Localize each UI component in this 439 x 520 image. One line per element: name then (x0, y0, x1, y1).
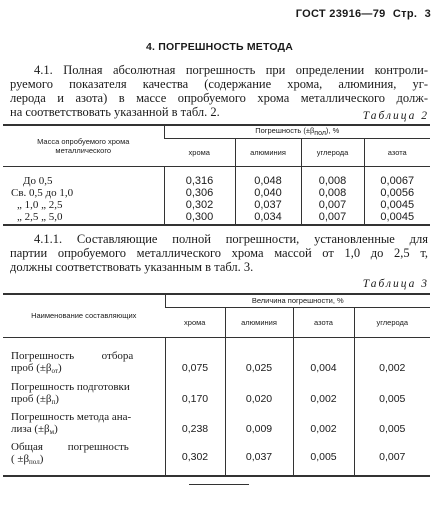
cell: 0,040 (235, 187, 301, 199)
column-header: азота (364, 138, 430, 166)
row-label (3, 438, 165, 476)
table-row (3, 377, 430, 408)
table-row (3, 408, 430, 438)
text-fragment: лиза (±β (11, 423, 50, 435)
text-fragment: ) (55, 393, 59, 405)
text-fragment: ) (39, 453, 44, 465)
cell: 0,034 (235, 211, 301, 225)
text-fragment: пол (29, 458, 40, 466)
cell: 0,0045 (364, 199, 430, 211)
cell: 0,037 (225, 438, 293, 476)
text-fragment: ) (58, 362, 62, 374)
text-fragment: Погрешность отбора (11, 350, 134, 362)
row-label: До 0,5 (23, 174, 53, 187)
cell: 0,0045 (364, 211, 430, 225)
cell: 0,005 (293, 438, 354, 476)
row-label: „ 1,0 „ 2,5 (17, 198, 63, 211)
cell: 0,008 (301, 187, 364, 199)
text-fragment: Погрешность (±β (255, 126, 315, 136)
cell: 0,020 (225, 377, 293, 408)
table-row (3, 199, 430, 211)
row-label (3, 377, 165, 408)
cell: 0,005 (354, 377, 430, 408)
page-label: Стр. (392, 8, 418, 20)
text-fragment: пол (314, 130, 326, 138)
paragraph-4-1-1 (10, 232, 428, 274)
column-header: азота (293, 307, 354, 337)
cell: 0,302 (165, 438, 225, 476)
table-row (3, 438, 430, 476)
section-title: 4. ПОГРЕШНОСТЬ МЕТОДА (145, 41, 294, 53)
text-line: лерода и азота) в массе опробуемого хрома металлического долж- (10, 91, 428, 105)
table-row (3, 187, 430, 199)
column-header: углерода (354, 307, 430, 337)
cell: 0,0056 (364, 187, 430, 199)
table-3-label: Таблица 3 (362, 278, 429, 290)
cell: 0,306 (164, 187, 235, 199)
text-fragment: проб (±β (11, 362, 52, 374)
cell: 0,007 (354, 438, 430, 476)
table-row (3, 167, 430, 187)
text-fragment: Погрешность подготовки (11, 381, 130, 393)
cell: 0,025 (225, 337, 293, 377)
cell: 0,008 (301, 167, 364, 187)
text-line: 4.1.1. Составляющие полной погрешности, установленные для (34, 232, 428, 246)
group-header (164, 125, 430, 138)
cell: 0,300 (164, 211, 235, 225)
row-label: Св. 0,5 до 1,0 (11, 186, 74, 199)
cell: 0,238 (165, 408, 225, 438)
table-3 (3, 293, 430, 477)
table-row (3, 211, 430, 225)
text-fragment: Погрешность метода ана- (11, 411, 132, 423)
row-label (3, 408, 165, 438)
row-header: Наименование составляющих (3, 294, 165, 337)
row-label: „ 2,5 „ 5,0 (3, 211, 164, 225)
cell: 0,007 (301, 199, 364, 211)
text-fragment: ( ±β (11, 453, 30, 465)
text-line: 4.1. Полная абсолютная погрешность при определении контроли- (34, 63, 428, 77)
row-header: Масса опробуемого хрома металлического (3, 125, 164, 167)
cell: 0,002 (293, 408, 354, 438)
cell: 0,075 (165, 337, 225, 377)
table-2-label: Таблица 2 (362, 110, 429, 122)
cell: 0,316 (164, 167, 235, 187)
text-fragment: от (51, 367, 58, 375)
cell: 0,002 (293, 377, 354, 408)
page-header (292, 8, 431, 20)
row-label (3, 337, 165, 377)
standard-number: ГОСТ 23916—79 (295, 8, 386, 20)
cell: 0,005 (354, 408, 430, 438)
text-line: партии опробуемого металлического хрома массой от 1,0 до 2,5 т, (10, 246, 428, 260)
cell: 0,048 (235, 167, 301, 187)
cell: 0,037 (235, 199, 301, 211)
table-2 (3, 124, 430, 226)
column-header: хрома (165, 307, 225, 337)
text-fragment: проб (±β (11, 393, 52, 405)
closing-rule (189, 484, 249, 485)
column-header: хрома (164, 138, 235, 166)
column-header: углерода (301, 138, 364, 166)
cell: 0,302 (164, 199, 235, 211)
page-number: 3 (424, 8, 431, 20)
cell: 0,002 (354, 337, 430, 377)
text-line: руемого показателя качества (содержание хрома, алюминия, уг- (10, 77, 428, 91)
column-header: алюминия (235, 138, 301, 166)
text-fragment: Общая погрешность (11, 441, 129, 453)
text-fragment: ), % (325, 126, 340, 136)
text-line: должны соответствовать указанным в табл. 3. (10, 260, 254, 274)
text-fragment: п (51, 398, 56, 406)
column-header: алюминия (225, 307, 293, 337)
cell: 0,0067 (364, 167, 430, 187)
cell: 0,004 (293, 337, 354, 377)
cell: 0,007 (301, 211, 364, 225)
cell: 0,009 (225, 408, 293, 438)
table-row (3, 337, 430, 377)
text-fragment: ) (54, 423, 58, 435)
group-header: Величина погрешности, % (165, 294, 430, 307)
cell: 0,170 (165, 377, 225, 408)
text-line: на соответствовать указанной в табл. 2. (10, 105, 220, 119)
text-fragment: м (49, 428, 55, 436)
